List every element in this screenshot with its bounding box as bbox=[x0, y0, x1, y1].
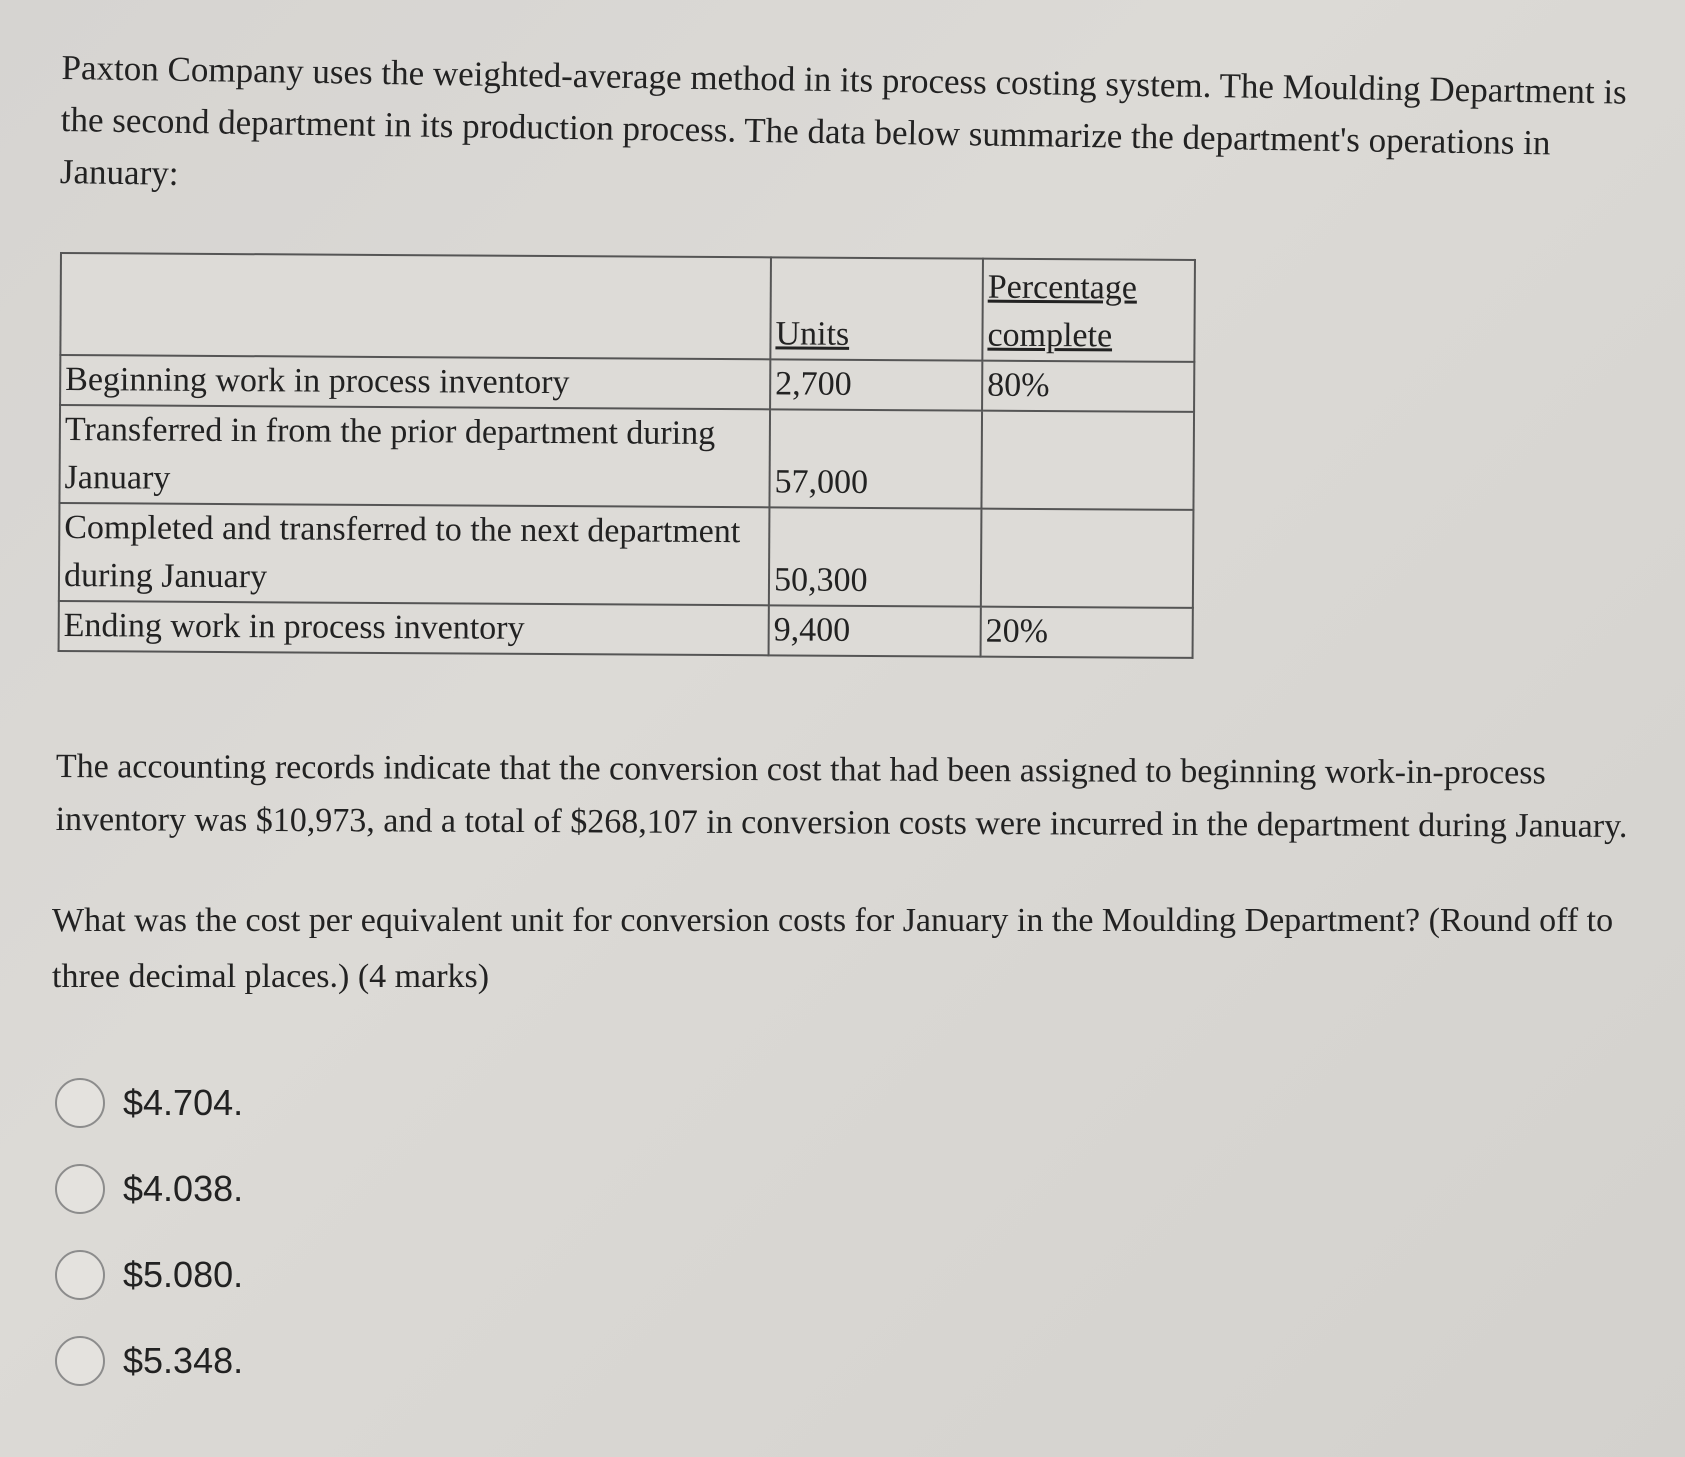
row-units: 50,300 bbox=[769, 507, 982, 606]
option-label: $4.038. bbox=[123, 1168, 244, 1209]
table-row bbox=[59, 405, 1194, 510]
header-units: Units bbox=[770, 257, 983, 360]
row-label: Beginning work in process inventory bbox=[60, 355, 770, 409]
radio-button[interactable] bbox=[55, 1078, 105, 1128]
table-header-row bbox=[60, 253, 1195, 362]
row-percentage bbox=[981, 411, 1194, 510]
data-table bbox=[58, 252, 1196, 659]
question-text: What was the cost per equivalent unit for conversion costs for January in the Moulding Department? (Round off to three decimal places.) (4 marks) bbox=[52, 902, 1614, 995]
table-row bbox=[59, 601, 1193, 658]
radio-button[interactable] bbox=[55, 1336, 105, 1386]
row-percentage: 80% bbox=[982, 361, 1194, 412]
option-c[interactable] bbox=[55, 1232, 243, 1318]
row-label: Completed and transferred to the next department during January bbox=[59, 503, 770, 605]
answer-options bbox=[55, 1060, 243, 1404]
header-percentage: Percentage complete bbox=[982, 259, 1195, 362]
row-units: 9,400 bbox=[769, 605, 981, 656]
row-label: Ending work in process inventory bbox=[59, 601, 769, 655]
option-label: $5.348. bbox=[123, 1340, 244, 1381]
radio-button[interactable] bbox=[55, 1164, 105, 1214]
row-percentage: 20% bbox=[981, 607, 1193, 658]
intro-text: Paxton Company uses the weighted-average method in its process costing system. The Moulding Department is the second department in its production process. The data below summarize the department's operations in January: bbox=[59, 47, 1628, 193]
table-row bbox=[60, 355, 1194, 412]
row-label: Transferred in from the prior department during January bbox=[59, 405, 770, 507]
row-units: 57,000 bbox=[769, 409, 982, 508]
option-d[interactable] bbox=[55, 1318, 243, 1404]
cost-info-text: The accounting records indicate that the conversion cost that had been assigned to beginning work-in-process inventory was $10,973, and a total of $268,107 in conversion costs were incurred in the department during January. bbox=[55, 747, 1628, 845]
table-row bbox=[59, 503, 1194, 608]
radio-button[interactable] bbox=[55, 1250, 105, 1300]
option-label: $4.704. bbox=[123, 1082, 244, 1123]
option-b[interactable] bbox=[55, 1146, 243, 1232]
row-percentage bbox=[981, 509, 1194, 608]
option-label: $5.080. bbox=[123, 1254, 244, 1295]
data-table-container bbox=[58, 252, 1196, 659]
row-units: 2,700 bbox=[770, 359, 982, 410]
option-a[interactable] bbox=[55, 1060, 243, 1146]
header-label-cell bbox=[60, 253, 771, 359]
